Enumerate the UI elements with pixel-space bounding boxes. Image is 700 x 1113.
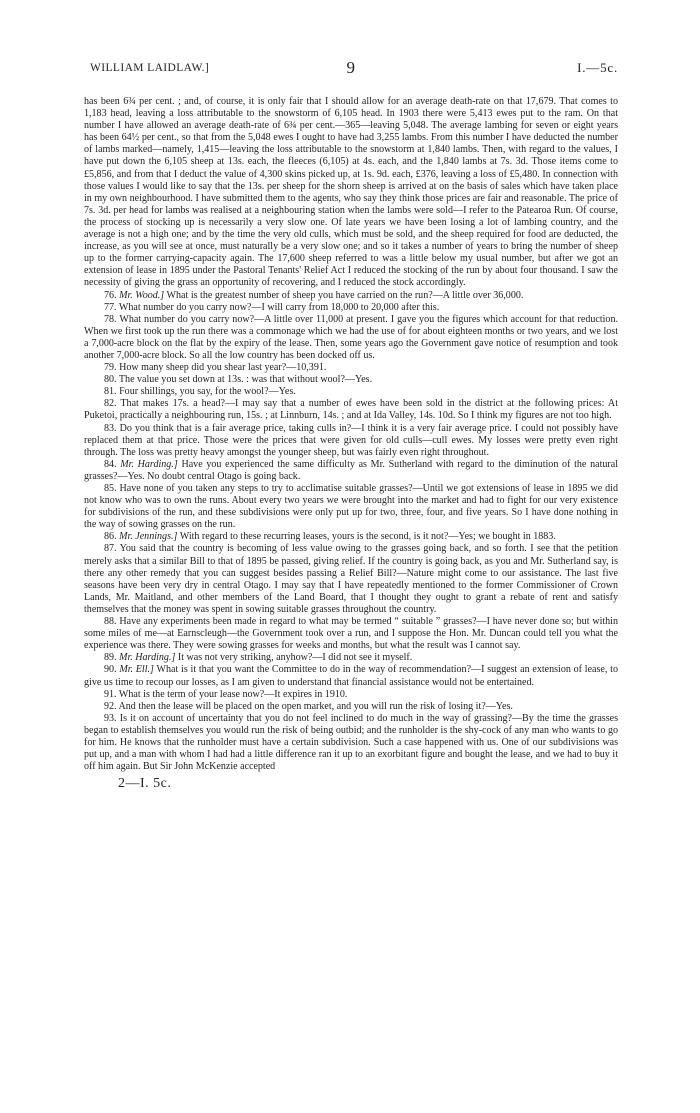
page-number: 9 — [346, 58, 356, 77]
paper-reference: I.—5c. — [577, 60, 618, 75]
paragraph-text: Have you experienced the same difficulty as Mr. Sutherland with regard to the diminution of the natural grasses?—Yes. No doubt central Otago is going back. — [84, 458, 618, 482]
question-number: 88. — [104, 616, 117, 628]
speaker: Mr. Harding.] — [119, 652, 176, 664]
paragraph — [84, 398, 618, 422]
paragraph — [84, 531, 618, 543]
paragraph — [84, 314, 618, 362]
question-number: 81. — [104, 386, 117, 398]
paragraph-text: How many sheep did you shear last year?—10,391. — [119, 362, 327, 374]
question-number: 84. — [104, 458, 117, 470]
document-page — [84, 58, 618, 792]
paragraph — [84, 689, 618, 701]
speaker: Mr. Harding.] — [120, 458, 178, 470]
question-number: 85. — [104, 483, 117, 494]
paragraph-text: With regard to these recurring leases, yours is the second, is it not?—Yes; we bought in 1883. — [177, 531, 556, 543]
question-number: 83. — [104, 422, 117, 434]
paragraph-text: And then the lease will be placed on the open market, and you will run the risk of losing it?—Yes. — [118, 700, 513, 712]
question-number: 79. — [104, 362, 117, 374]
paragraph — [84, 652, 618, 664]
speaker: Mr. Jennings.] — [119, 531, 178, 543]
paragraph — [84, 459, 618, 483]
question-number: 93. — [104, 712, 117, 724]
speaker: Mr. Wood.] — [119, 289, 165, 301]
question-number: 78. — [104, 313, 117, 325]
question-number: 77. — [104, 301, 117, 313]
question-number: 90. — [104, 664, 117, 676]
paragraph — [84, 386, 618, 398]
paragraph — [84, 713, 618, 773]
running-header — [84, 58, 618, 80]
paragraph — [84, 664, 618, 688]
question-number: 76. — [104, 289, 117, 301]
paragraph-text: What is the greatest number of sheep you have carried on the run?—A little over 36,000. — [164, 289, 524, 301]
signature-mark: 2—I. 5c. — [118, 776, 172, 792]
paragraph — [84, 362, 618, 374]
paragraph — [84, 96, 618, 290]
paragraph-text: What number do you carry now?—A little over 11,000 at present. I gave you the figures which account for that reduction. When we first took up the run there was a commonage which we had the use of for about eighteen months or two years, and we lost a 7,000-acre block on the flat by the expiry of the lease. Then, some years ago the Government gave notice of resumption and took another 7,000-acre block. So all the low country has been docked off us. — [84, 313, 618, 361]
paragraph — [84, 616, 618, 652]
paragraph-text: Four shillings, you say, for the wool?—Yes. — [119, 386, 296, 398]
question-number: 86. — [104, 531, 117, 543]
question-number: 87. — [104, 543, 117, 555]
paragraph — [84, 543, 618, 616]
paragraph-text: Is it on account of uncertainty that you do not feel inclined to do much in the way of grassing?—By the time the grasses began to establish themselves you would run the risk of being outbid; and the runholder is the shy-cock of any man who wants to go for him. He knows that the runholder must have a certain subdivision. Such a case happened with us. One of our subdivisions was put up, and a man with whom I had had a little difference ran it up to an exorbitant figure and bought the lease, and we had to buy it off him again. But Sir John McKenzie accepted — [84, 712, 618, 773]
paragraph — [84, 374, 618, 386]
question-number: 92. — [104, 700, 117, 712]
paragraph-text: Do you think that is a fair average price, taking culls in?—I think it is a very fair average price. I could not possibly have replaced them at that price. Those were the prices that were given for old culls—cull ewes. My losses were pretty even right through. The loss was pretty heavy amongst the younger sheep, but was fairly even right throughout. — [84, 422, 618, 458]
question-number: 89. — [104, 652, 117, 664]
paragraph-text: It was not very striking, anyhow?—I did not see it myself. — [175, 652, 413, 664]
paragraph-text: The value you set down at 13s. : was that without wool?—Yes. — [118, 374, 373, 386]
paragraph-text: Have none of you taken any steps to try to acclimatise suitable grasses?—Until we got extensions of lease in 1895 we did not know who was to own the runs. About every two years we were brought into the market and had to fight for our very existence for subdivisions of the run, and these subdivisions were only put up for two, three, four, and five years. So I have done nothing in the way of sowing grasses on the run. — [84, 483, 618, 531]
document-body — [84, 96, 618, 773]
paragraph-text: What number do you carry now?—I will carry from 18,000 to 20,000 after this. — [118, 301, 440, 313]
paragraph-text: What is the term of your lease now?—It expires in 1910. — [118, 688, 348, 700]
question-number: 91. — [104, 688, 117, 700]
paragraph-text: That makes 17s. a head?—I may say that a number of ewes have been sold in the district at the following prices: At Puketoi, practically a neighbouring run, 15s. ; at Linnburn, 14s. ; and at Ida Valley, 14s. 10d. So I think my figures are not too high. — [84, 398, 618, 422]
paragraph — [84, 302, 618, 314]
speaker: Mr. Ell.] — [119, 664, 154, 676]
paragraph-text: has been 6¾ per cent. ; and, of course, it is only fair that I should allow for an average death-rate on that 17,679. That comes to 1,183 head, leaving a loss attributable to the snowstorm of 6,105 head. In 1903 there were 5,413 ewes put to the ram. On that number I have allowed an average death-rate of 6¾ per cent.—365—leaving 5,048. The average lambing for seven or eight years has been 64½ per cent., so that from the 5,048 ewes I ought to have had 3,255 lambs. From this number I have deducted the number of lambs marked—namely, 1,415—leaving the loss attributable to the snowstorm at 1,840 lambs. Then, with regard to the values, I have put down the 6,105 sheep at 13s. each, the fleeces (6,105) at 4s. each, and the 1,840 lambs at 7s. 3d. Those items come to £5,856, and from that I deduct the value of 4,300 skins picked up, at 1s. 9d. each, £376, leaving a loss of £5,480. In connection with those values I would like to say that the 13s. per sheep for the shorn sheep is arrived at on the basis of sales which have taken place in my own neighbourhood. I have submitted them to the agents, who say they think those prices are fair and reasonable. The price of 7s. 3d. per head for lambs was realised at a neighbouring station when the lambs were sold—I refer to the Patearoa Run. Of course, the process of stocking up is necessarily a very slow one. Of late years we have been losing a lot of lambing country, and the average is not a high one; and by the time the very old culls, which must be sold, and the sheep required for food are deducted, the increase, as you will see at once, must naturally be a very slow one; and so it takes a number of years to bring the number of sheep up to the former carrying-capacity again. The 17,600 sheep referred to was a little below my usual number, but after we got an extension of lease in 1895 under the Pastoral Tenants' Relief Act I reduced the stocking of the run by about four thousand. I saw the necessity of giving the grass an opportunity of recovering, and I reduced the stock accordingly. — [84, 96, 618, 289]
question-number: 82. — [104, 398, 117, 410]
paragraph — [84, 290, 618, 302]
paragraph — [84, 423, 618, 459]
paragraph-text: Have any experiments been made in regard to what may be termed “ suitable ” grasses?—I have never done so; but within some miles of me—at Earnscleugh—the Government took over a run, and I suppose the Hon. Mr. Duncan could tell you what the experience was there. They were sowing grasses for weeks and months, but what the result was I cannot say. — [84, 616, 618, 652]
paragraph — [84, 701, 618, 713]
paragraph — [84, 483, 618, 531]
paragraph-text: You said that the country is becoming of less value owing to the grasses going back, and so forth. I see that the petition merely asks that a similar Bill to that of 1895 be passed, giving relief. If the country is going back, as you and Mr. Sutherland say, is there any other remedy that you can suggest besides passing a Relief Bill?—Nature might come to our assistance. The last five seasons have been very dry in central Otago. I may say that I have repeatedly mentioned to the former Commissioner of Crown Lands, Mr. Maitland, and other members of the Land Board, that I thought they ought to grant a rebate of rent and satisfy themselves that the money was spent in sowing suitable grasses throughout the country. — [84, 543, 618, 615]
question-number: 80. — [104, 374, 117, 386]
paragraph-text: What is it that you want the Committee to do in the way of recommendation?—I suggest an extension of lease, to give us time to recoup our losses, as I am given to understand that financial assistance would not be entertained. — [84, 664, 618, 688]
witness-name: WILLIAM LAIDLAW.] — [90, 62, 210, 74]
